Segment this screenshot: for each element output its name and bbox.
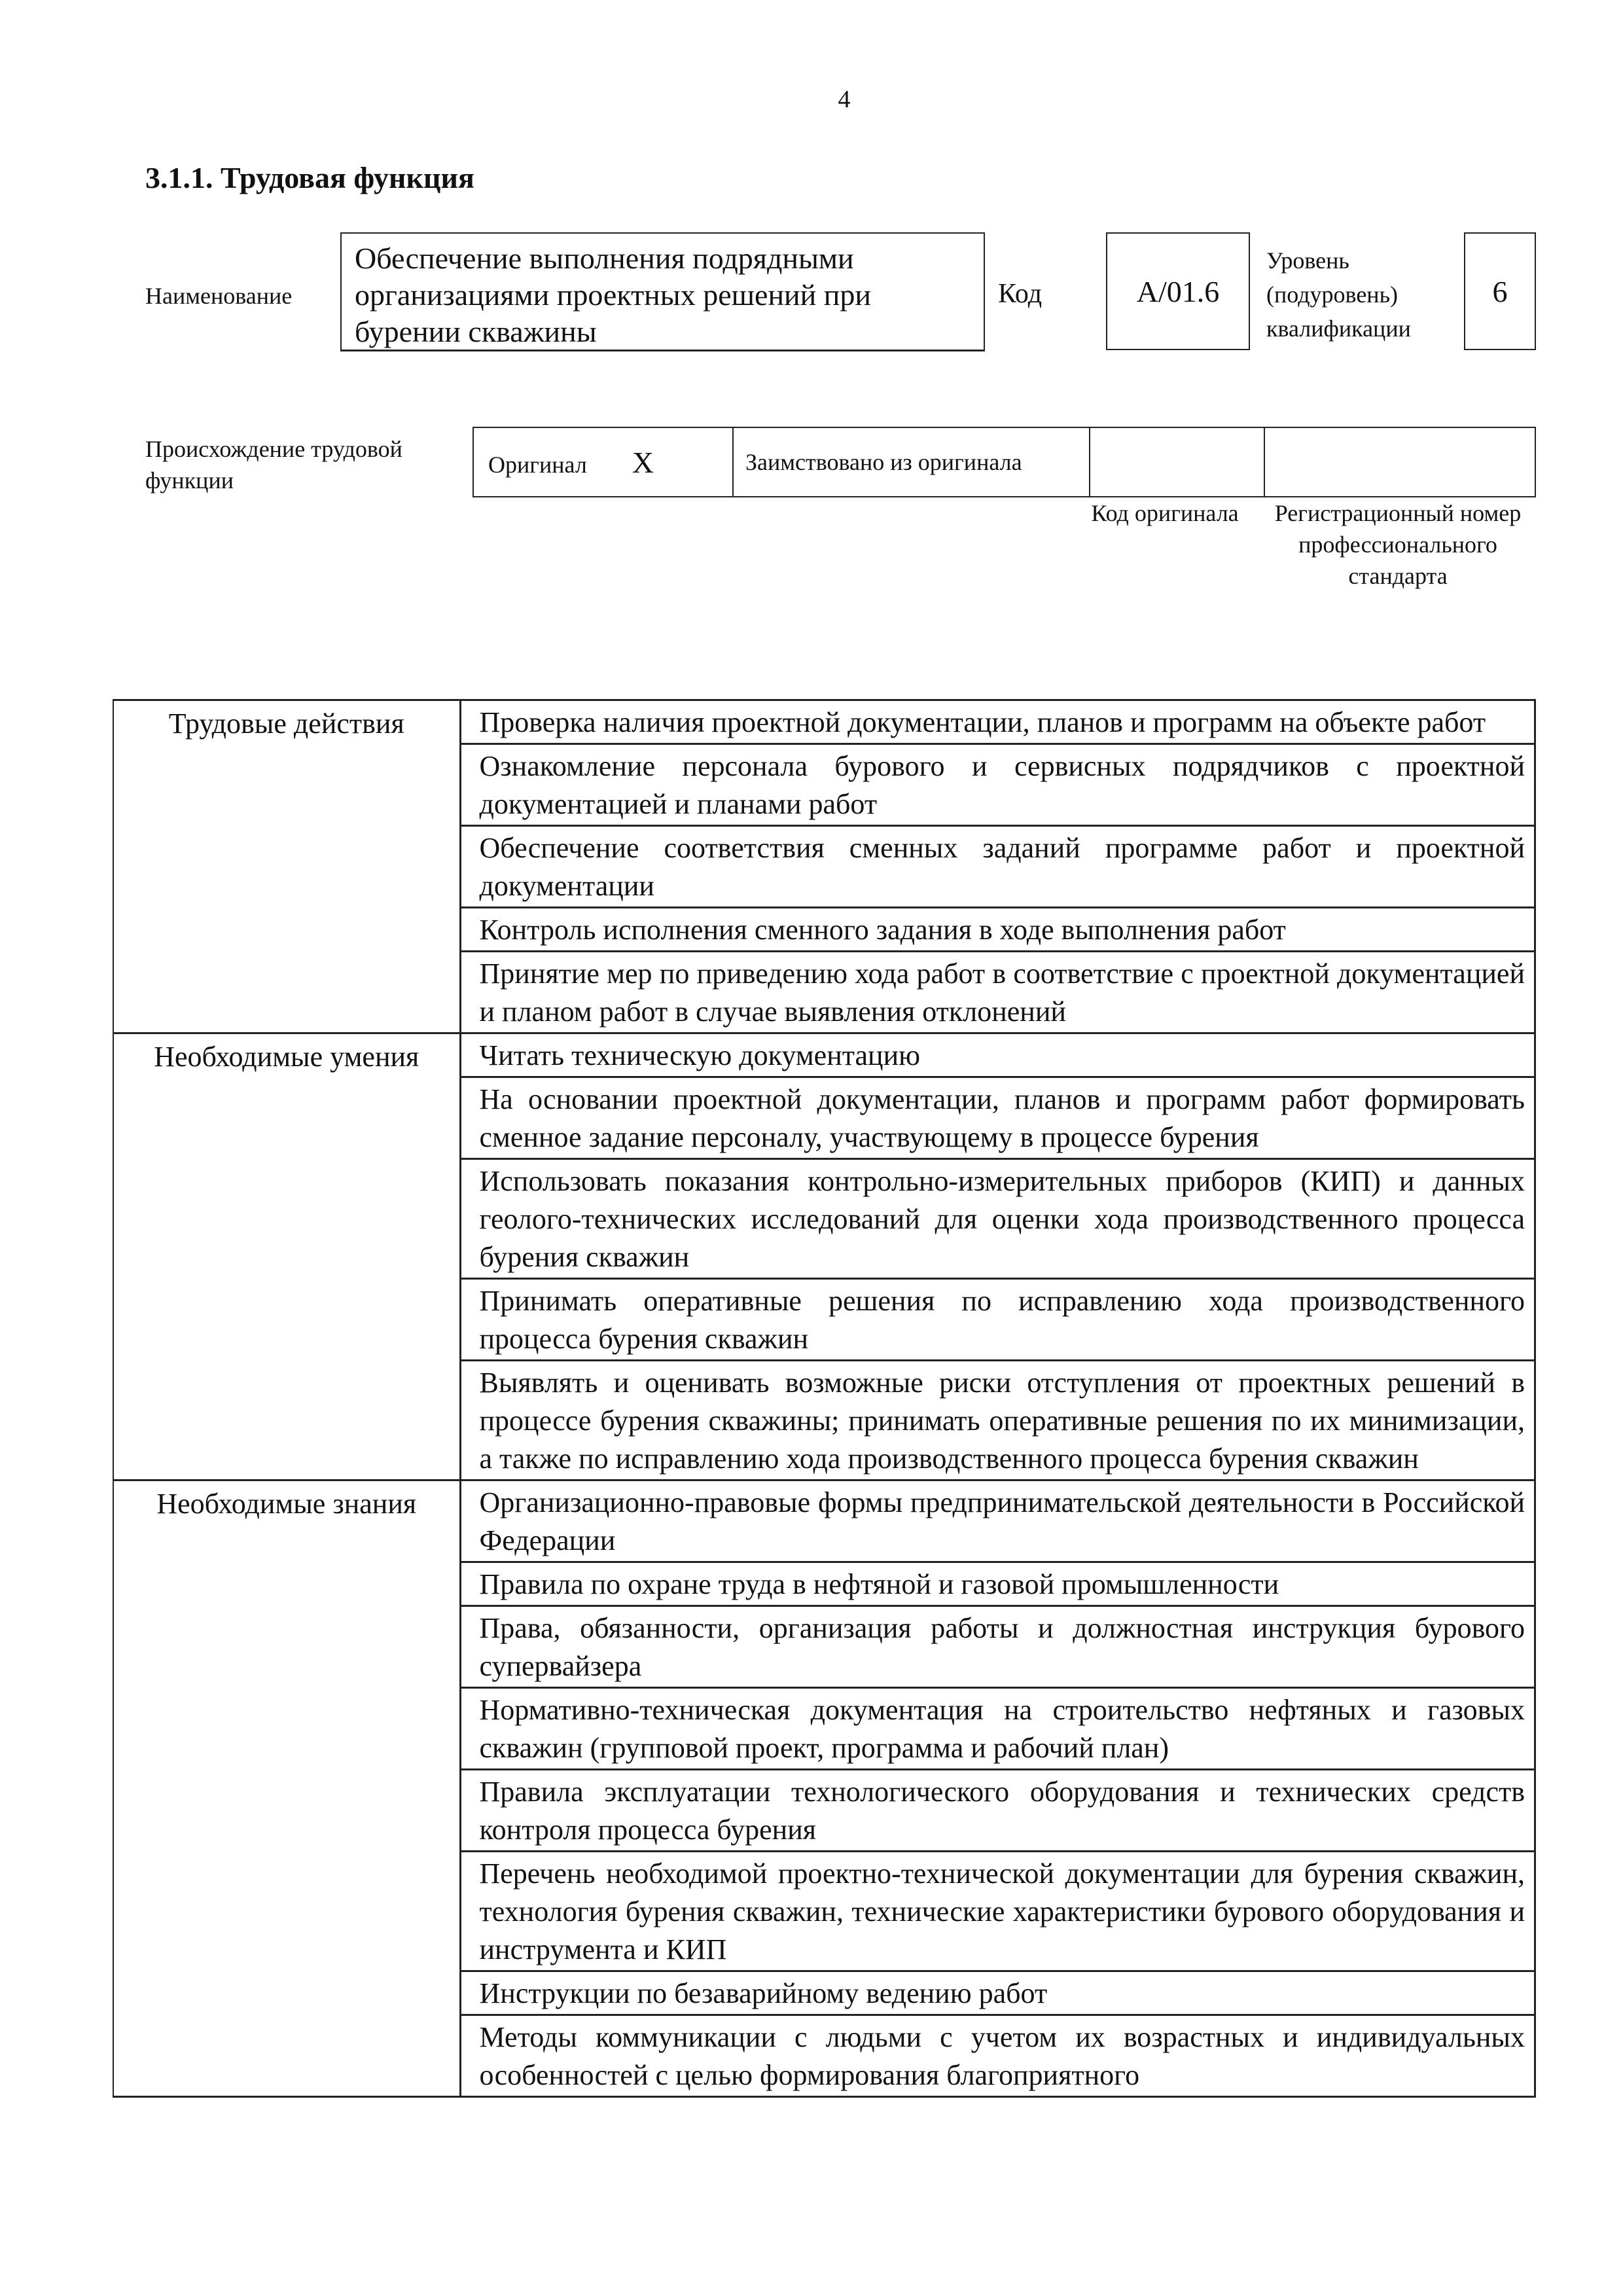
function-details-table bbox=[113, 699, 1536, 2098]
level-box bbox=[1464, 232, 1536, 350]
list-item: Методы коммуникации с людьми с учетом их возрастных и индивидуальных особенностей с целью формирования благоприятного bbox=[460, 2015, 1535, 2097]
code-caption: Код оригинала bbox=[1091, 500, 1239, 526]
section-title: 3.1.1. Трудовая функция bbox=[145, 161, 474, 194]
list-item: Нормативно-техническая документация на строительство нефтяных и газовых скважин (групповой проект, программа и рабочий план) bbox=[460, 1688, 1535, 1770]
list-item: Контроль исполнения сменного задания в ходе выполнения работ bbox=[460, 908, 1535, 952]
borrowed-label: Заимствовано из оригинала bbox=[745, 449, 1022, 475]
list-item: Использовать показания контрольно-измерительных приборов (КИП) и данных геолого-технических исследований для оценки хода производственного процесса бурения скважин bbox=[460, 1159, 1535, 1279]
code-box bbox=[1106, 232, 1250, 350]
original-mark: X bbox=[632, 445, 654, 479]
list-item: Правила эксплуатации технологического оборудования и технических средств контроля процесса бурения bbox=[460, 1770, 1535, 1852]
list-item: Принимать оперативные решения по исправлению хода производственного процесса бурения скважин bbox=[460, 1279, 1535, 1361]
origin-table bbox=[473, 427, 1536, 497]
origin-label: Происхождение трудовой функции bbox=[145, 436, 402, 493]
list-item: Обеспечение соответствия сменных заданий программе работ и проектной документации bbox=[460, 826, 1535, 908]
list-item: На основании проектной документации, планов и программ работ формировать сменное задание персоналу, участвующему в процессе бурения bbox=[460, 1077, 1535, 1159]
list-item: Перечень необходимой проектно-технической документации для бурения скважин, технология бурения скважин, технические характеристики бурового оборудования и инструмента и КИП bbox=[460, 1852, 1535, 1971]
list-item: Принятие мер по приведению хода работ в соответствие с проектной документацией и планом работ в случае выявления отклонений bbox=[460, 952, 1535, 1033]
original-cell bbox=[473, 427, 733, 497]
page-number: 4 bbox=[838, 86, 851, 113]
section-title-actions: Трудовые действия bbox=[113, 700, 460, 1033]
section-title-skills: Необходимые умения bbox=[113, 1033, 460, 1480]
name-label: Наименование bbox=[145, 283, 293, 309]
code-value: A/01.6 bbox=[1136, 274, 1220, 308]
list-item: Правила по охране труда в нефтяной и газовой промышленности bbox=[460, 1562, 1535, 1606]
borrowed-cell bbox=[733, 427, 1090, 497]
level-value: 6 bbox=[1492, 274, 1508, 308]
list-item: Выявлять и оценивать возможные риски отступления от проектных решений в процессе бурения скважины; принимать оперативные решения по их минимизации, а также по исправлению хода производственного процесса бурения скважин bbox=[460, 1361, 1535, 1480]
reg-caption: Регистрационный номер профессионального стандарта bbox=[1274, 500, 1522, 589]
list-item: Проверка наличия проектной документации, планов и программ на объекте работ bbox=[460, 700, 1535, 744]
table-row bbox=[113, 1480, 1535, 1562]
table-row bbox=[113, 1033, 1535, 1077]
original-label: Оригинал bbox=[488, 451, 587, 478]
code-label: Код bbox=[998, 279, 1043, 309]
original-code-cell bbox=[1090, 427, 1264, 497]
function-name-value: Обеспечение выполнения подрядными организациями проектных решений при бурении скважины bbox=[355, 242, 872, 348]
list-item: Организационно-правовые формы предпринимательской деятельности в Российской Федерации bbox=[460, 1480, 1535, 1562]
list-item: Ознакомление персонала бурового и сервисных подрядчиков с проектной документацией и планами работ bbox=[460, 744, 1535, 826]
function-name-box bbox=[340, 232, 985, 351]
table-row bbox=[113, 700, 1535, 744]
level-label: Уровень (подуровень) квалификации bbox=[1266, 247, 1411, 342]
reg-number-cell bbox=[1264, 427, 1535, 497]
list-item: Инструкции по безаварийному ведению работ bbox=[460, 1971, 1535, 2015]
list-item: Права, обязанности, организация работы и должностная инструкция бурового супервайзера bbox=[460, 1606, 1535, 1688]
list-item: Читать техническую документацию bbox=[460, 1033, 1535, 1077]
section-title-knowledge: Необходимые знания bbox=[113, 1480, 460, 2097]
